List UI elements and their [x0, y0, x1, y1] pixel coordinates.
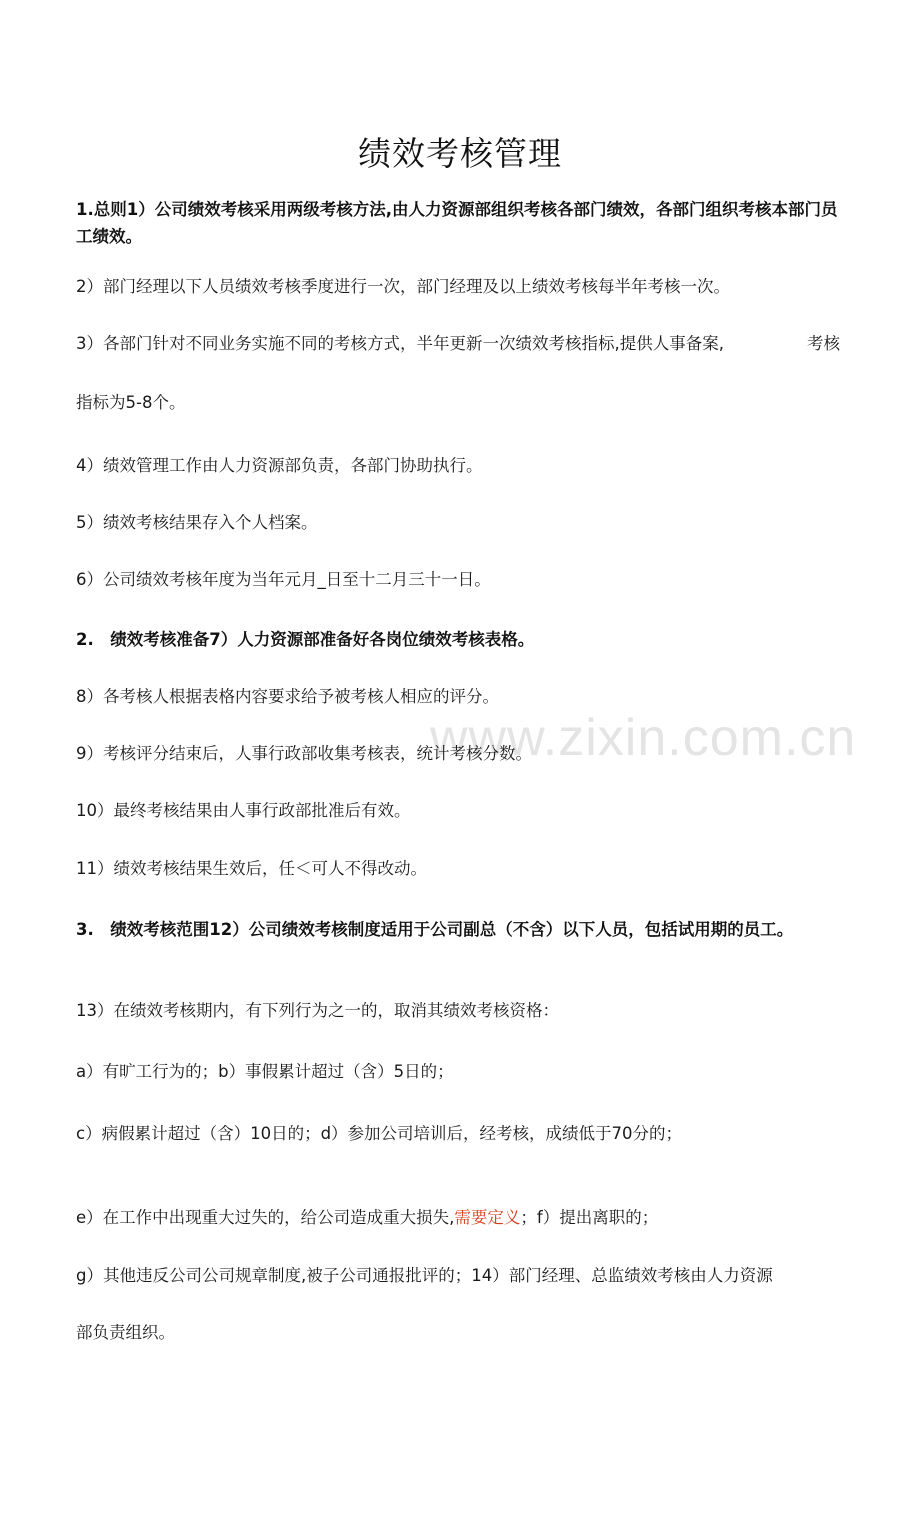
paragraph-14: a）有旷工行为的；b）事假累计超过（含）5日的； — [76, 1062, 454, 1081]
paragraph-3-line-1 — [76, 330, 844, 357]
paragraph-8: 8）各考核人根据表格内容要求给予被考核人相应的评分。 — [76, 687, 499, 706]
paragraph-17: g）其他违反公司公司规章制度,被子公司通报批评的；14）部门经理、总监绩效考核由人力资源 — [76, 1266, 773, 1285]
needs-definition-note: 需要定义 — [454, 1208, 521, 1227]
section-1-general: 1.总则1）公司绩效考核采用两级考核方法,由人力资源部组织考核各部门绩效，各部门组织考核本部门员工绩效。 — [76, 200, 838, 246]
paragraph-3-line-2: 指标为5-8个。 — [76, 393, 186, 412]
paragraph-2: 2）部门经理以下人员绩效考核季度进行一次，部门经理及以上绩效考核每半年考核一次。 — [76, 277, 730, 296]
document-title: 绩效考核管理 — [358, 134, 562, 173]
paragraph-15: c）病假累计超过（含）10日的；d）参加公司培训后，经考核，成绩低于70分的； — [76, 1124, 683, 1143]
paragraph-18: 部负责组织。 — [76, 1323, 175, 1342]
paragraph-4: 4）绩效管理工作由人力资源部负责，各部门协助执行。 — [76, 456, 483, 475]
paragraph-6: 6）公司绩效考核年度为当年元月_日至十二月三十一日。 — [76, 570, 491, 589]
paragraph-11: 11）绩效考核结果生效后，任＜可人不得改动。 — [76, 859, 427, 878]
paragraph-16-text: e）在工作中出现重大过失的，给公司造成重大损失, — [76, 1208, 455, 1227]
paragraph-16 — [76, 1204, 844, 1231]
paragraph-3-tail: 考核 — [807, 334, 840, 353]
paragraph-3-text: 3）各部门针对不同业务实施不同的考核方式，半年更新一次绩效考核指标,提供人事备案, — [76, 334, 724, 353]
section-2-preparation: 2. 绩效考核准备7）人力资源部准备好各岗位绩效考核表格。 — [76, 630, 535, 649]
paragraph-13: 13）在绩效考核期内，有下列行为之一的，取消其绩效考核资格： — [76, 1001, 559, 1020]
paragraph-9: 9）考核评分结束后，人事行政部收集考核表，统计考核分数。 — [76, 744, 532, 763]
paragraph-10: 10）最终考核结果由人事行政部批准后有效。 — [76, 801, 411, 820]
watermark: www.zixin.com.cn — [430, 709, 857, 767]
section-3-scope: 3. 绩效考核范围12）公司绩效考核制度适用于公司副总（不含）以下人员，包括试用期的员工。 — [76, 920, 794, 939]
paragraph-16-tail: ；f）提出离职的； — [520, 1208, 659, 1227]
paragraph-5: 5）绩效考核结果存入个人档案。 — [76, 513, 318, 532]
